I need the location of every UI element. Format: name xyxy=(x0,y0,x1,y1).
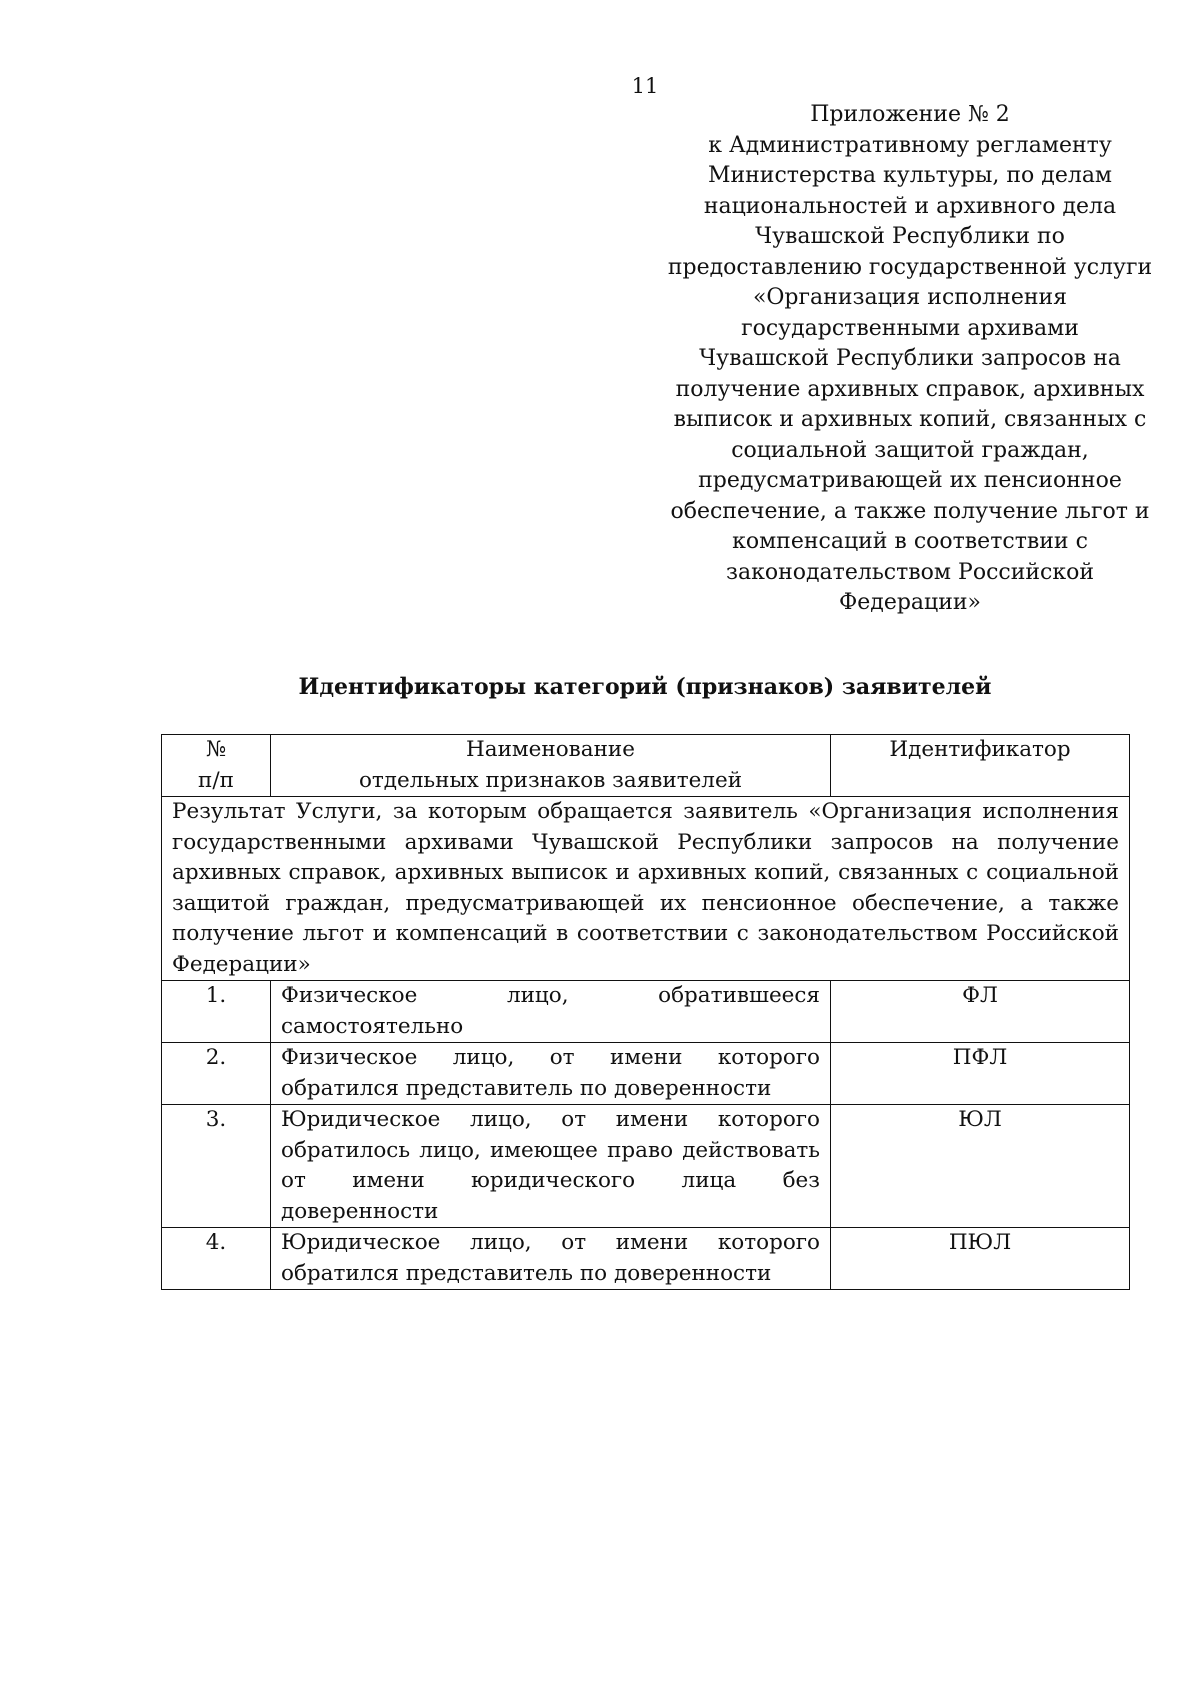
row-number: 3. xyxy=(162,1105,271,1228)
applicant-identifiers-table xyxy=(161,734,1130,1290)
row-name: Физическое лицо, от имени которого обратился представитель по доверенности xyxy=(271,1043,831,1105)
appendix-line: предоставлению государственной услуги xyxy=(667,254,1153,280)
header-number-abbr: п/п xyxy=(198,767,234,793)
header-number-symbol: № xyxy=(205,737,227,762)
document-title: Идентификаторы категорий (признаков) заявителей xyxy=(298,674,992,700)
appendix-line: Федерации» xyxy=(839,590,981,615)
appendix-line: Чувашской Республики по xyxy=(755,224,1065,249)
appendix-line: национальностей и архивного дела xyxy=(703,193,1117,219)
table-row xyxy=(162,1105,1130,1228)
row-number: 1. xyxy=(162,981,271,1043)
row-identifier: ФЛ xyxy=(831,981,1130,1043)
appendix-header xyxy=(660,100,1160,619)
appendix-line: Приложение № 2 xyxy=(810,102,1010,127)
appendix-line: предусматривающей их пенсионное xyxy=(698,468,1122,493)
header-name-cell xyxy=(271,735,831,797)
header-identifier-cell: Идентификатор xyxy=(831,735,1130,797)
row-identifier: ЮЛ xyxy=(831,1105,1130,1228)
appendix-line: государственными архивами xyxy=(741,315,1079,341)
row-name: Физическое лицо, обратившееся самостоятельно xyxy=(271,981,831,1043)
row-number: 2. xyxy=(162,1043,271,1105)
result-row xyxy=(162,797,1130,981)
appendix-line: Министерства культуры, по делам xyxy=(707,163,1113,188)
appendix-line: выписок и архивных копий, связанных с xyxy=(673,407,1147,432)
table-row xyxy=(162,1043,1130,1105)
table-header-row xyxy=(162,735,1130,797)
row-number: 4. xyxy=(162,1228,271,1290)
appendix-line: социальной защитой граждан, xyxy=(731,437,1089,463)
appendix-line: законодательством Российской xyxy=(725,559,1095,585)
header-number-cell xyxy=(162,735,271,797)
appendix-line: к Административному регламенту xyxy=(708,132,1112,158)
table-row xyxy=(162,981,1130,1043)
table-row xyxy=(162,1228,1130,1290)
row-identifier: ПЮЛ xyxy=(831,1228,1130,1290)
result-description: Результат Услуги, за которым обращается заявитель «Организация исполнения государственными архивами Чувашской Республики запросов на получение архивных справок, архивных выписок и архивных копий, связанных с социальной защитой граждан, предусматривающей их пенсионное обеспечение, а также получение льгот и компенсаций в соответствии с законодательством Российской Федерации» xyxy=(162,797,1130,981)
appendix-line: компенсаций в соответствии с xyxy=(732,529,1088,554)
appendix-line: Чувашской Республики запросов на xyxy=(699,346,1121,371)
appendix-line: «Организация исполнения xyxy=(752,285,1068,310)
page-number: 11 xyxy=(631,74,659,98)
appendix-line: получение архивных справок, архивных xyxy=(675,376,1145,402)
header-name-line2: отдельных признаков заявителей xyxy=(358,767,743,793)
row-identifier: ПФЛ xyxy=(831,1043,1130,1105)
row-name: Юридическое лицо, от имени которого обратился представитель по доверенности xyxy=(271,1228,831,1290)
header-name-line1: Наименование xyxy=(466,737,635,762)
row-name: Юридическое лицо, от имени которого обратилось лицо, имеющее право действовать от имени юридического лица без доверенности xyxy=(271,1105,831,1228)
appendix-line: обеспечение, а также получение льгот и xyxy=(670,498,1150,524)
